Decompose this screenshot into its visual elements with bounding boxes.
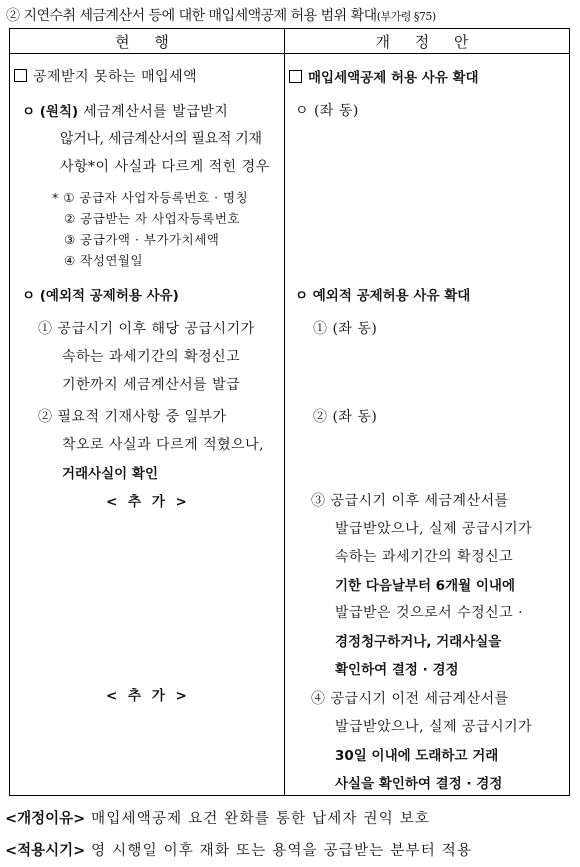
title-text: ② 지연수취 세금계산서 등에 대한 매입세액공제 허용 범위 확대 xyxy=(6,8,377,24)
comparison-table xyxy=(9,28,570,796)
revised-same-3: ② (좌 동) xyxy=(313,409,378,425)
item4-line-1: ④ 공급시기 이전 세금계산서를 xyxy=(311,691,509,707)
item2-line-3: 거래사실이 확인 xyxy=(62,466,158,482)
item1-line-3: 기한까지 세금계산서를 발급 xyxy=(62,377,241,393)
note-4: ④ 작성연월일 xyxy=(64,253,144,268)
current-column xyxy=(10,54,285,796)
item1-line-2: 속하는 과세기간의 확정신고 xyxy=(62,349,241,365)
item3-line-1: ③ 공급시기 이후 세금계산서를 xyxy=(311,493,509,509)
apply-label: <적용시기> xyxy=(5,843,86,859)
revised-heading-text: 매입세액공제 허용 사유 확대 xyxy=(308,70,479,86)
item3-line-4: 기한 다음날부터 6개월 이내에 xyxy=(335,578,515,594)
header-revised: 개 정 안 xyxy=(285,29,570,54)
reason-label: <개정이유> xyxy=(5,811,86,827)
current-heading xyxy=(14,66,197,86)
section-title xyxy=(6,5,436,25)
item3-line-3: 속하는 과세기간의 확정신고 xyxy=(335,549,514,565)
item4-line-3: 30일 이내에 도래하고 거래 xyxy=(335,748,499,764)
current-heading-text: 공제받지 못하는 매입세액 xyxy=(33,69,198,85)
item3-line-6: 경정청구하거나, 거래사실을 xyxy=(335,634,502,650)
item2-line-1: ② 필요적 기재사항 중 일부가 xyxy=(38,409,227,425)
revised-same-2: ① (좌 동) xyxy=(313,321,378,337)
item1-line-1: ① 공급시기 이후 해당 공급시기가 xyxy=(38,321,255,337)
current-exception: ㅇ (예외적 공제허용 사유) xyxy=(22,288,179,304)
apply-text: 영 시행일 이후 재화 또는 용역을 공급받는 분부터 적용 xyxy=(91,843,473,859)
revised-column xyxy=(285,54,570,796)
checkbox-icon xyxy=(14,69,27,82)
note-1: * ① 공급자 사업자등록번호 · 명칭 xyxy=(52,190,249,205)
note-3: ③ 공급가액 · 부가가치세액 xyxy=(64,232,220,247)
note-2: ② 공급받는 자 사업자등록번호 xyxy=(64,211,241,226)
revised-heading xyxy=(289,66,479,86)
item3-line-2: 발급받았으나, 실제 공급시기가 xyxy=(335,521,533,537)
principle-line-1 xyxy=(22,100,228,121)
item3-line-7: 확인하여 결정 · 경정 xyxy=(335,662,459,678)
principle-label: ㅇ (원칙) xyxy=(22,104,79,120)
reason-text: 매입세액공제 요건 완화를 통한 납세자 권익 보호 xyxy=(91,811,431,827)
item3-line-5: 발급받은 것으로서 수정신고 · xyxy=(335,605,524,621)
item4-line-2: 발급받았으나, 실제 공급시기가 xyxy=(335,719,533,735)
item4-line-4: 사실을 확인하여 결정 · 경정 xyxy=(335,776,503,792)
apply-row xyxy=(5,839,472,860)
item2-line-2: 착오로 사실과 다르게 적혔으나, xyxy=(62,437,265,453)
principle-line-2: 않거나, 세금계산서의 필요적 기재 xyxy=(60,131,262,147)
add-placeholder-1: < 추 가 > xyxy=(106,494,190,510)
checkbox-icon xyxy=(289,70,302,83)
principle-text-1: 세금계산서를 발급받지 xyxy=(83,104,229,120)
revised-same-1: ㅇ (좌 동) xyxy=(295,103,359,119)
revised-exception: ㅇ 예외적 공제허용 사유 확대 xyxy=(295,288,471,304)
reason-row xyxy=(5,807,430,828)
add-placeholder-2: < 추 가 > xyxy=(106,688,190,704)
header-current: 현 행 xyxy=(10,29,285,54)
title-reference: (부가령 §75) xyxy=(376,10,436,23)
principle-line-3: 사항*이 사실과 다르게 적힌 경우 xyxy=(60,159,270,175)
